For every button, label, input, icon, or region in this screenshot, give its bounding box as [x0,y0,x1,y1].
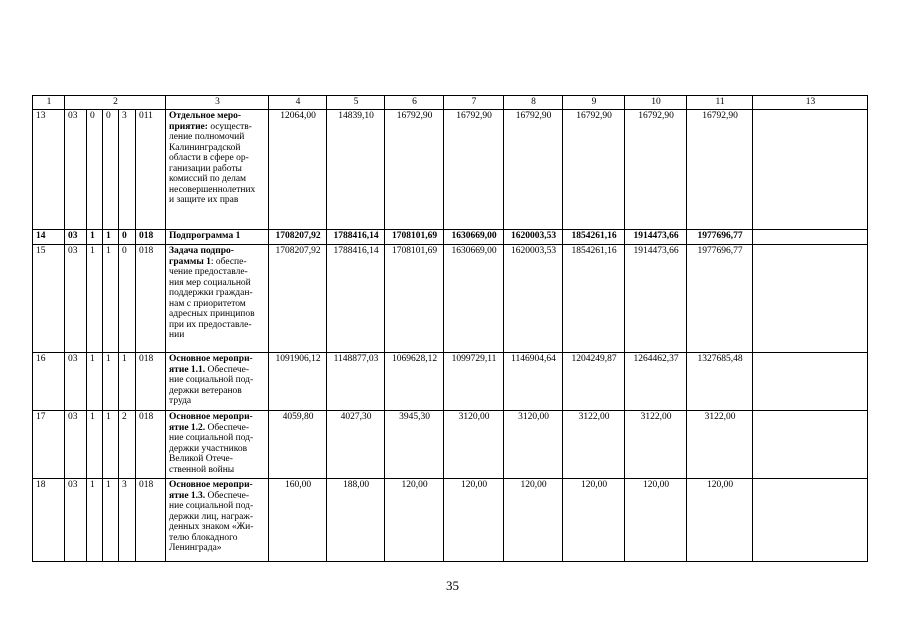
value-cell [753,353,868,411]
value-cell: 3122,00 [625,411,687,479]
value-cell: 1630669,00 [444,230,504,245]
value-cell: 1708207,92 [269,245,327,353]
table-row [33,245,868,353]
code-cell: 1 [103,479,119,562]
row-number-cell: 18 [33,479,65,562]
description-text: : обеспе- чение предоставле- ния мер социальной поддержки граждан- нам с приоритетом адресных принципов при их предоставле- нии [169,256,255,340]
header-cell: 4 [269,96,327,110]
budget-table [32,95,868,562]
header-cell: 10 [625,96,687,110]
header-cell: 5 [327,96,385,110]
value-cell: 1327685,48 [687,353,753,411]
row-number-cell: 15 [33,245,65,353]
value-cell: 16792,90 [625,110,687,230]
code-cell: 1 [87,353,103,411]
value-cell: 120,00 [625,479,687,562]
value-cell: 3122,00 [687,411,753,479]
table-row [33,479,868,562]
code-cell: 0 [103,110,119,230]
value-cell: 4027,30 [327,411,385,479]
value-cell: 1788416,14 [327,230,385,245]
value-cell: 1788416,14 [327,245,385,353]
header-cell: 1 [33,96,65,110]
value-cell: 1977696,77 [687,245,753,353]
value-cell: 1148877,03 [327,353,385,411]
value-cell: 16792,90 [385,110,444,230]
code-cell: 03 [65,353,87,411]
value-cell: 1977696,77 [687,230,753,245]
code-cell: 2 [119,411,136,479]
row-number-cell: 14 [33,230,65,245]
code-cell: 03 [65,230,87,245]
header-cell: 9 [563,96,625,110]
code-cell: 1 [103,353,119,411]
value-cell: 1146904,64 [504,353,563,411]
code-cell: 0 [119,230,136,245]
value-cell: 3945,30 [385,411,444,479]
description-cell [166,110,269,230]
code-cell: 018 [136,230,166,245]
header-cell: 2 [65,96,166,110]
value-cell: 1914473,66 [625,230,687,245]
value-cell: 16792,90 [687,110,753,230]
value-cell: 120,00 [563,479,625,562]
table-row [33,230,868,245]
header-cell: 13 [753,96,868,110]
description-cell [166,479,269,562]
code-cell: 1 [87,245,103,353]
row-number-cell: 13 [33,110,65,230]
value-cell [753,479,868,562]
description-text: Обеспече- ние социальной под- держки лиц, награж- денных знаком «Жи- телю блокадного Ленинграда» [169,490,254,553]
value-cell: 1914473,66 [625,245,687,353]
description-bold: Подпрограмма 1 [169,231,241,241]
code-cell: 1 [103,230,119,245]
value-cell: 1854261,16 [563,245,625,353]
header-row [33,96,868,110]
table-row [33,353,868,411]
code-cell: 3 [119,110,136,230]
value-cell: 14839,10 [327,110,385,230]
table-row [33,110,868,230]
value-cell: 4059,80 [269,411,327,479]
code-cell: 018 [136,411,166,479]
row-number-cell: 16 [33,353,65,411]
description-bold: Основное меропри- ятие 1.1. [169,354,253,375]
header-cell: 3 [166,96,269,110]
code-cell: 011 [136,110,166,230]
value-cell: 1069628,12 [385,353,444,411]
value-cell: 1708207,92 [269,230,327,245]
code-cell: 03 [65,110,87,230]
value-cell [753,230,868,245]
description-bold: Основное меропри- ятие 1.2. [169,412,253,433]
value-cell: 120,00 [504,479,563,562]
value-cell: 1854261,16 [563,230,625,245]
page-number: 35 [446,578,459,593]
code-cell: 03 [65,411,87,479]
value-cell: 3120,00 [504,411,563,479]
value-cell: 1708101,69 [385,245,444,353]
value-cell: 120,00 [687,479,753,562]
value-cell [753,110,868,230]
description-cell [166,245,269,353]
header-cell: 7 [444,96,504,110]
description-text: Обеспече- ние социальной под- держки участников Великой Отече- ственной войны [169,422,254,475]
value-cell: 16792,90 [563,110,625,230]
value-cell: 120,00 [444,479,504,562]
description-bold: Основное меропри- ятие 1.3. [169,480,253,501]
code-cell: 03 [65,479,87,562]
description-bold: Отдельное меро- приятие: [169,111,242,132]
header-cell: 8 [504,96,563,110]
code-cell: 018 [136,353,166,411]
value-cell: 1630669,00 [444,245,504,353]
value-cell: 1264462,37 [625,353,687,411]
code-cell: 1 [87,230,103,245]
code-cell: 1 [87,411,103,479]
code-cell: 018 [136,245,166,353]
code-cell: 3 [119,479,136,562]
header-cell: 6 [385,96,444,110]
value-cell: 12064,00 [269,110,327,230]
description-bold: Задача подпро- граммы 1 [169,246,234,267]
value-cell: 3120,00 [444,411,504,479]
value-cell: 1708101,69 [385,230,444,245]
value-cell: 188,00 [327,479,385,562]
value-cell: 16792,90 [444,110,504,230]
description-text: Обеспече- ние социальной под- держки ветеранов труда [169,364,254,406]
code-cell: 1 [103,245,119,353]
header-cell: 11 [687,96,753,110]
description-cell [166,353,269,411]
value-cell: 16792,90 [504,110,563,230]
description-cell [166,230,269,245]
value-cell: 120,00 [385,479,444,562]
code-cell: 0 [119,245,136,353]
value-cell: 1620003,53 [504,245,563,353]
description-text: осуществ- ление полномочий Калининградской области в сфере ор- ганизации работы комиссий по делам несовершеннолетних и защите их прав [169,121,256,205]
table-row [33,411,868,479]
value-cell: 1204249,87 [563,353,625,411]
description-cell [166,411,269,479]
value-cell: 3122,00 [563,411,625,479]
value-cell: 1620003,53 [504,230,563,245]
code-cell: 1 [103,411,119,479]
value-cell: 1091906,12 [269,353,327,411]
value-cell: 160,00 [269,479,327,562]
code-cell: 1 [119,353,136,411]
code-cell: 018 [136,479,166,562]
code-cell: 03 [65,245,87,353]
code-cell: 0 [87,110,103,230]
value-cell: 1099729,11 [444,353,504,411]
value-cell [753,245,868,353]
value-cell [753,411,868,479]
code-cell: 1 [87,479,103,562]
row-number-cell: 17 [33,411,65,479]
